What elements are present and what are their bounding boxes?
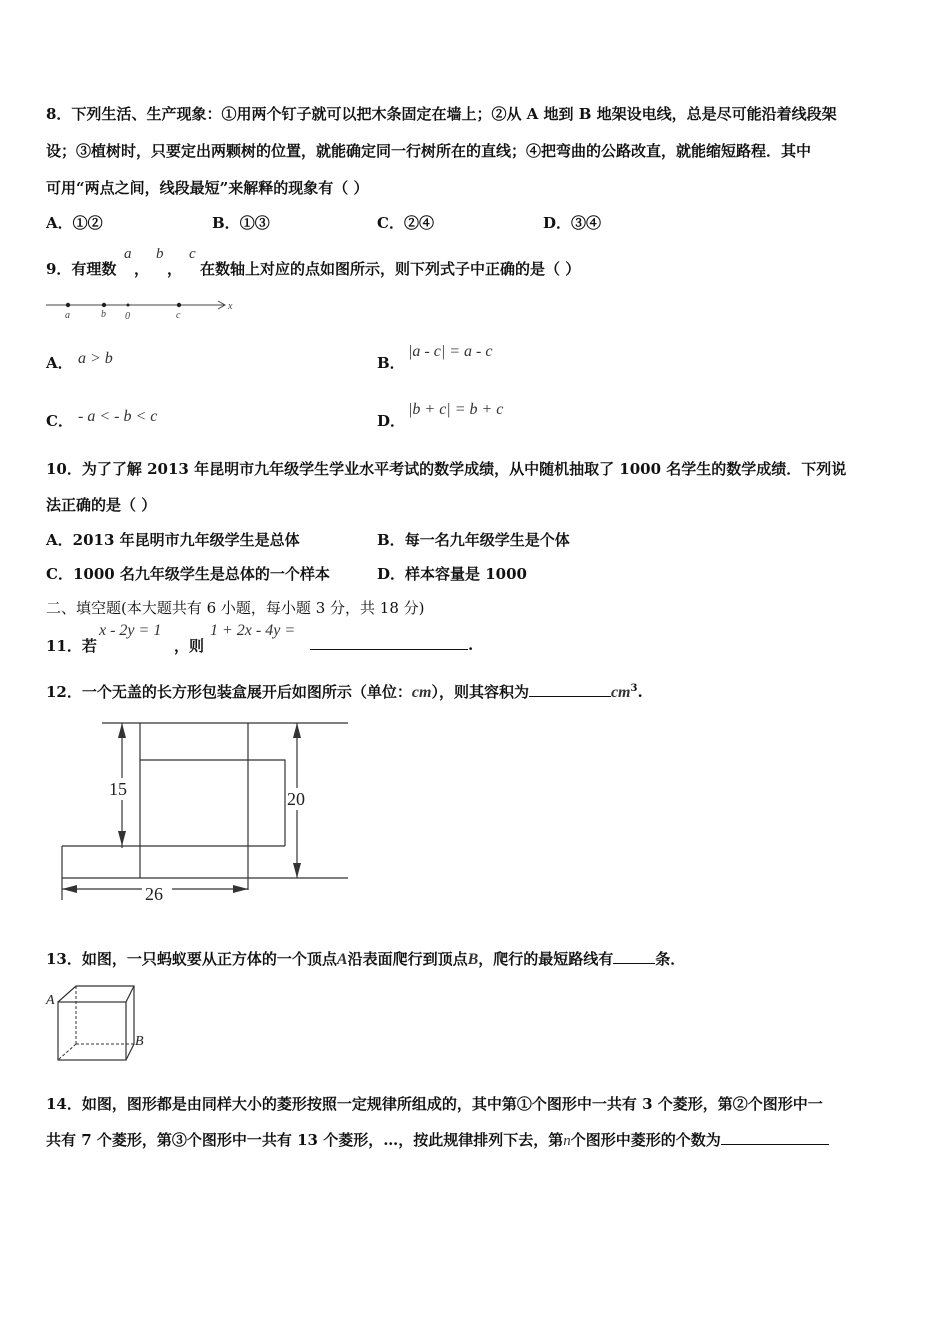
q12-stem: 12．一个无盖的长方形包装盒展开后如图所示（单位：cm），则其容积为 $cm^3$.	[46, 683, 643, 701]
number-line-label-c: c	[176, 310, 181, 321]
label-26: 26	[145, 884, 163, 904]
q11-prefix: 11．若	[46, 637, 97, 655]
q14-line1: 14．如图，图形都是由同样大小的菱形按照一定规律所组成的，其中第①个图形中一共有 3 个菱形，第②个图形中一	[46, 1095, 823, 1113]
dim-26-arrow-right	[233, 885, 248, 893]
net-inner-rect	[140, 760, 285, 846]
number-line-label-x: x	[228, 301, 233, 312]
cube-back-edges	[58, 986, 134, 1060]
q9-option-c-math: - a < - b < c	[78, 408, 158, 425]
q11-answer-blank[interactable]	[310, 635, 468, 650]
q9-comma-2: ，	[167, 260, 183, 278]
q9-var-c: c	[189, 246, 196, 262]
q11-condition: x - 2y = 1	[99, 622, 162, 639]
dim-20-arrow-bottom	[293, 863, 301, 878]
q9-option-a-math: a > b	[78, 350, 113, 367]
q9-stem: 9．有理数	[46, 260, 117, 278]
cube-figure	[44, 982, 150, 1064]
q8-line2: 设；③植树时，只要定出两颗树的位置，就能确定同一行树所在的直线；④把弯曲的公路改直，就能缩短路程．其中	[46, 142, 812, 160]
q9-option-b-math: |a - c| = a - c	[408, 343, 493, 360]
q9-option-d-math: |b + c| = b + c	[408, 401, 504, 418]
q8-option-c: C．②④	[377, 214, 434, 232]
q10-line1: 10．为了了解 2013 年昆明市九年级学生学业水平考试的数学成绩，从中随机抽取了 1000 名学生的数学成绩．下列说	[46, 460, 847, 478]
dim-26-arrow-left	[62, 885, 77, 893]
number-line-label-b: b	[101, 309, 106, 320]
q10-line2: 法正确的是（ ）	[46, 496, 157, 514]
q14-line2: 共有 7 个菱形，第③个图形中一共有 13 个菱形，…，按此规律排列下去，第n个图形中菱形的个数为	[46, 1129, 829, 1150]
cube-top-right-edge	[126, 986, 134, 1002]
number-line-figure	[44, 296, 240, 322]
q11-mid: ，则	[174, 637, 205, 655]
section-2-heading: 二、填空题(本大题共有 6 小题，每小题 3 分，共 18 分)	[46, 599, 425, 617]
q8-line1: 8．下列生活、生产现象：①用两个钉子就可以把木条固定在墙上；②从 A 地到 B 地架设电线，总是尽可能沿着线段架	[46, 105, 837, 123]
q9-option-b: B．	[377, 354, 405, 372]
number-line-point-b	[102, 303, 106, 307]
dim-15-arrow-top	[118, 723, 126, 738]
q8-line3: 可用“两点之间，线段最短”来解释的现象有（ ）	[46, 179, 369, 197]
q9-var-a: a	[124, 246, 132, 262]
cube-hidden-diagonal	[58, 1044, 76, 1060]
number-line-point-c	[177, 303, 181, 307]
q9-option-d: D．	[377, 412, 406, 430]
dim-15-arrow-bottom	[118, 831, 126, 846]
q9-comma-1: ，	[134, 260, 150, 278]
q10-option-c: C．1000 名九年级学生是总体的一个样本	[46, 565, 330, 583]
q13-stem: 13．如图，一只蚂蚁要从正方体的一个顶点A沿表面爬行到顶点B，爬行的最短路线有 条．	[46, 950, 686, 968]
q12-answer-blank[interactable]	[529, 682, 611, 697]
q8-option-d: D．③④	[543, 214, 602, 232]
box-net-figure	[60, 718, 352, 906]
number-line-label-0: 0	[125, 311, 130, 322]
dim-20-arrow-top	[293, 723, 301, 738]
q8-option-b: B．①③	[212, 214, 270, 232]
number-line-point-0	[127, 304, 130, 307]
q10-option-a: A．2013 年昆明市九年级学生是总体	[46, 531, 300, 549]
q14-answer-blank[interactable]	[721, 1130, 829, 1145]
number-line-label-a: a	[65, 310, 70, 321]
label-20: 20	[287, 789, 305, 809]
label-15: 15	[109, 779, 127, 799]
cube-label-b: B	[135, 1034, 144, 1049]
q8-option-a: A．①②	[46, 214, 103, 232]
net-bottom-lines	[62, 846, 348, 878]
q13-answer-blank[interactable]	[613, 949, 655, 964]
q11-answer-blank-line: .	[310, 635, 473, 654]
q11-expression: 1 + 2x - 4y =	[210, 622, 296, 639]
q9-stem-suffix: 在数轴上对应的点如图所示，则下列式子中正确的是（ ）	[200, 260, 581, 278]
cube-label-a: A	[46, 993, 55, 1008]
q10-option-b: B．每一名九年级学生是个体	[377, 531, 570, 549]
q9-option-c: C．	[46, 412, 73, 430]
q9-var-b: b	[156, 246, 164, 262]
q9-option-a: A．	[46, 354, 73, 372]
number-line-point-a	[66, 303, 70, 307]
q10-option-d: D．样本容量是 1000	[377, 565, 527, 583]
